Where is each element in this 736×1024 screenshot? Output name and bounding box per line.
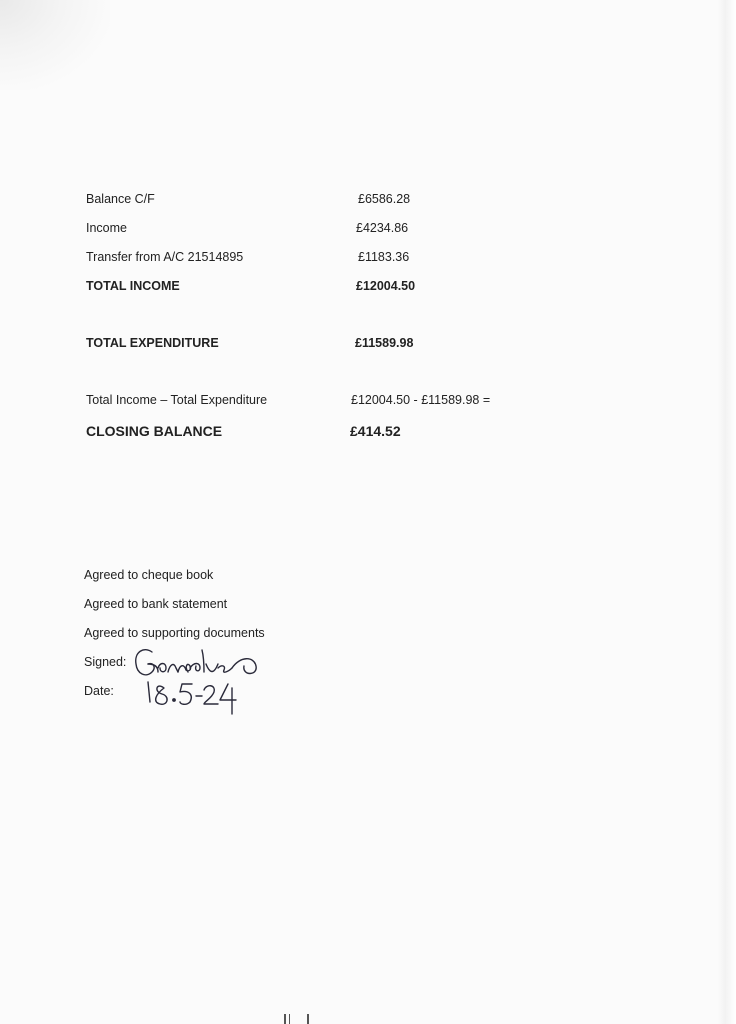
total-income-value: £12004.50 <box>356 279 416 293</box>
signed-label: Signed: <box>84 655 127 669</box>
scan-edge-right <box>718 0 736 1024</box>
calculation-value: £12004.50 - £11589.98 = <box>351 393 491 407</box>
closing-balance-label: CLOSING BALANCE <box>86 423 223 439</box>
scan-shadow-corner <box>0 0 110 90</box>
income-row <box>86 221 646 243</box>
agreement-supporting-documents: Agreed to supporting documents <box>84 626 265 640</box>
balance-cf-row <box>86 192 646 214</box>
scan-mark <box>307 1014 309 1024</box>
income-label: Income <box>86 221 127 235</box>
date-label: Date: <box>84 684 114 698</box>
balance-cf-value: £6586.28 <box>358 192 411 206</box>
total-expenditure-label: TOTAL EXPENDITURE <box>86 336 219 350</box>
transfer-label: Transfer from A/C 21514895 <box>86 250 244 264</box>
scan-mark <box>289 1014 290 1024</box>
total-income-label: TOTAL INCOME <box>86 279 180 293</box>
calculation-label: Total Income – Total Expenditure <box>86 393 268 407</box>
income-value: £4234.86 <box>356 221 409 235</box>
total-expenditure-value: £11589.98 <box>355 336 414 350</box>
balance-cf-label: Balance C/F <box>86 192 155 206</box>
closing-balance-value: £414.52 <box>350 423 401 439</box>
closing-balance-row <box>86 423 646 445</box>
total-expenditure-row <box>86 336 646 358</box>
transfer-row <box>86 250 646 272</box>
calculation-row <box>86 393 646 415</box>
handwritten-date <box>140 674 250 716</box>
total-income-row <box>86 279 646 301</box>
scan-mark <box>284 1014 286 1024</box>
transfer-value: £1183.36 <box>358 250 410 264</box>
agreement-cheque-book: Agreed to cheque book <box>84 568 214 582</box>
agreement-bank-statement: Agreed to bank statement <box>84 597 228 611</box>
